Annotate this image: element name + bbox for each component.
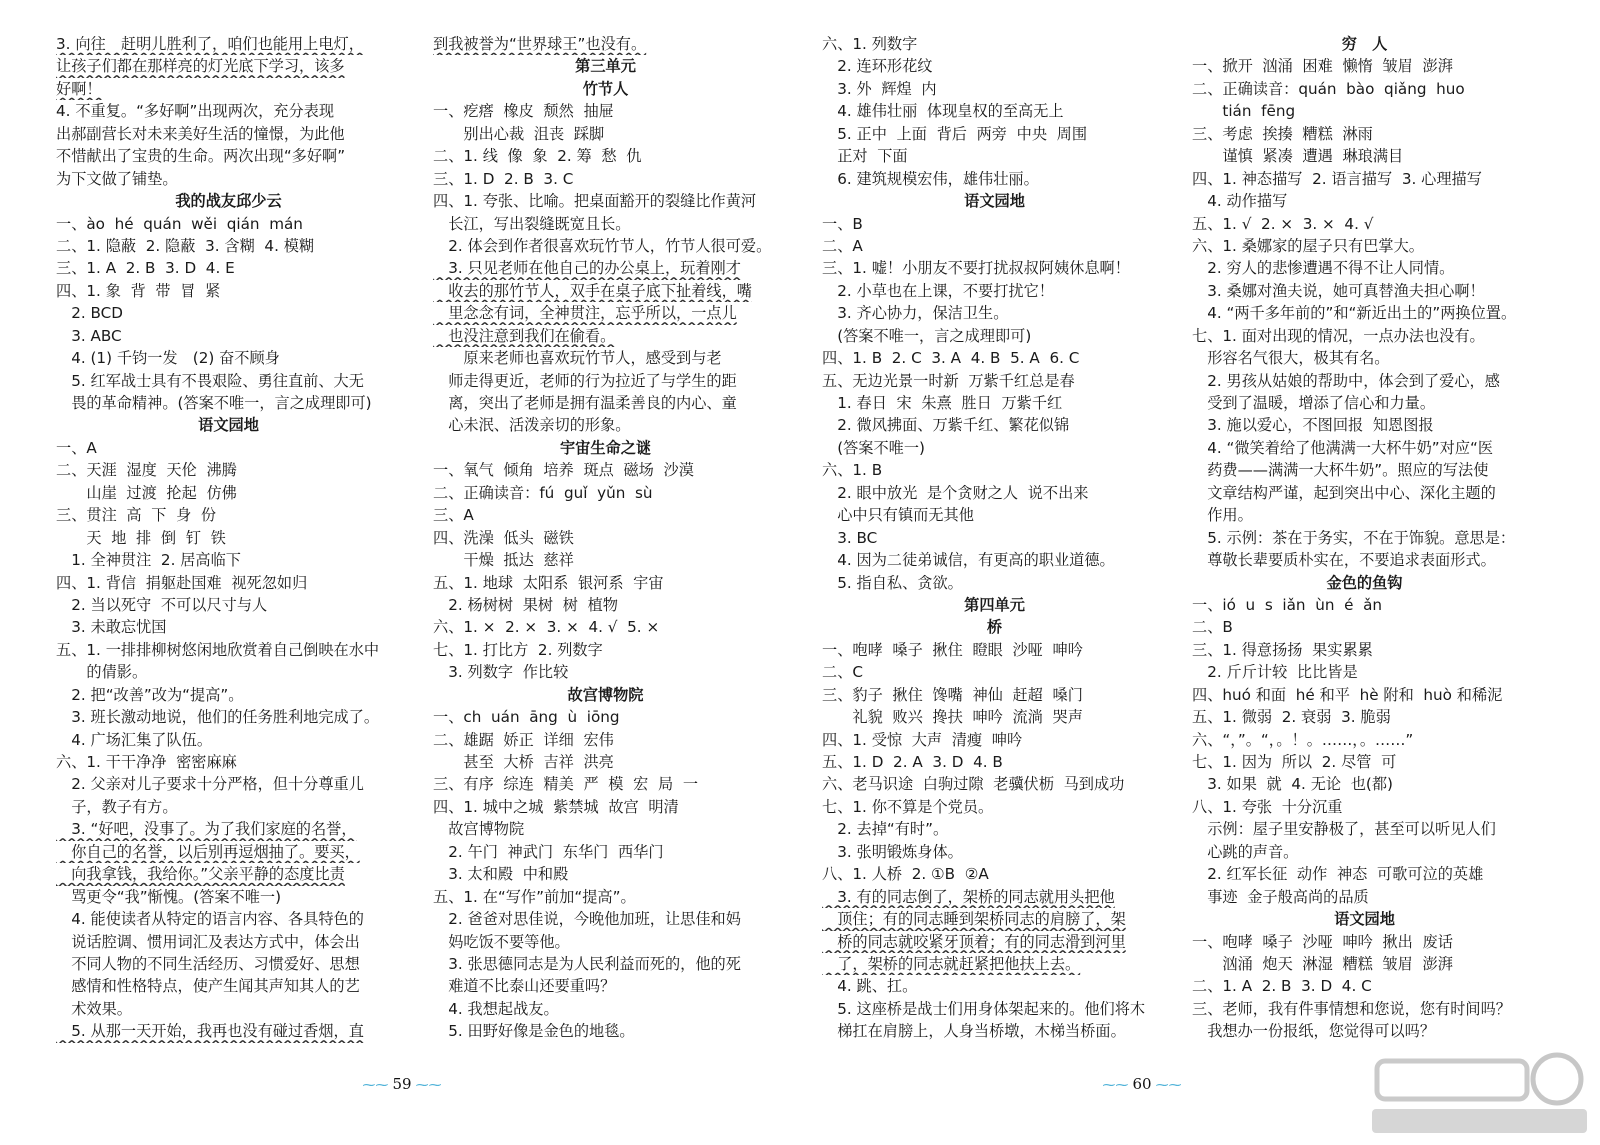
section-heading: 语文园地 xyxy=(1334,910,1395,929)
answer-line: 3. 未敢忘忧国 xyxy=(56,618,167,637)
answer-line: 四、huó 和面 hé 和平 hè 附和 huò 和稀泥 xyxy=(1192,685,1503,704)
answer-line: 5. 红军战士具有不畏艰险、勇往直前、大无 xyxy=(56,371,364,390)
answer-line: 七、1. 你不算是个党员。 xyxy=(822,797,994,816)
answer-line: 2. 微风拂面、万紫千红、繁花似锦 xyxy=(822,416,1070,435)
answer-line: 一、氧气 倾角 培养 斑点 磁场 沙漠 xyxy=(433,461,694,480)
wavy-underline-text: 5. 从那一天开始，我再也没有碰过香烟，直 xyxy=(56,1022,364,1041)
wavy-underline-text: 到我被誉为“世界球王”也没有。 xyxy=(433,35,647,53)
answer-column-2 xyxy=(433,33,778,1043)
wavy-underline-text: 也没注意到我们在偷看。 xyxy=(433,326,616,345)
answer-line: 四、1. 受惊 大声 清瘦 呻吟 xyxy=(822,730,1023,749)
answer-line: 3. 班长激动地说，他们的任务胜利地完成了。 xyxy=(56,708,380,727)
answer-line: 2. BCD xyxy=(56,304,123,323)
answer-line: 4. “微笑着给了他满满一大杯牛奶”对应“医 xyxy=(1192,438,1494,457)
answer-line xyxy=(433,257,778,279)
answer-line: 二、雄踞 娇正 详细 宏伟 xyxy=(433,730,614,749)
answer-line: 离，突出了老师是拥有温柔善良的内心、童 xyxy=(433,394,737,412)
answer-line: 六、“，”。“，。！。……，。……” xyxy=(1192,730,1414,749)
answer-line: 难道不比泰山还要重吗？ xyxy=(433,977,616,996)
answer-line: 二、天涯 湿度 天伦 沸腾 xyxy=(56,461,237,480)
answer-line xyxy=(56,1020,401,1042)
section-heading: 穷 人 xyxy=(1341,35,1388,53)
answer-line: 谨慎 紧凑 遭遇 琳琅满目 xyxy=(1192,147,1404,166)
answer-line: 心中只有镇而无其他 xyxy=(822,506,974,525)
wavy-underline-text: 让孩子们都在那样亮的灯光底下学习，该多 xyxy=(56,57,345,76)
answer-line: 子，教子有方。 xyxy=(56,797,178,816)
answer-line xyxy=(56,863,401,885)
answer-column-4 xyxy=(1192,33,1537,1043)
page-number-left xyxy=(342,1075,462,1093)
answer-line: 正对 下面 xyxy=(822,147,908,166)
section-heading: 语文园地 xyxy=(198,416,259,435)
answer-line: 六、1. B xyxy=(822,461,883,480)
answer-line: (答案不唯一，言之成理即可) xyxy=(822,326,1032,345)
answer-line: 骂更令“我”惭愧。(答案不唯一) xyxy=(56,887,282,906)
section-heading: 第三单元 xyxy=(575,57,636,76)
wave-ornament-icon: ⁓⁓ xyxy=(411,1078,442,1093)
answer-line: 礼貌 败兴 搀扶 呻吟 流淌 哭声 xyxy=(822,708,1083,727)
answer-line: 3. 桑娜对渔夫说，她可真替渔夫担心啊！ xyxy=(1192,281,1485,300)
answer-line: 梯扛在肩膀上，人身当桥墩，木梯当桥面。 xyxy=(822,1022,1126,1041)
answer-line: 文章结构严谨，起到突出中心、深化主题的 xyxy=(1192,483,1496,502)
answer-line: 七、1. 打比方 2. 列数字 xyxy=(433,640,603,659)
answer-line: 4. 跳、扛。 xyxy=(822,977,918,996)
answer-line: 三、1. 嘘！小朋友不要打扰叔叔阿姨休息啊！ xyxy=(822,259,1130,278)
answer-line: 2. 去掉“有时”。 xyxy=(822,820,949,839)
answer-line xyxy=(56,841,401,863)
answer-line xyxy=(56,55,401,77)
answer-line: 四、1. 神态描写 2. 语言描写 3. 心理描写 xyxy=(1192,169,1482,188)
answer-line: 天 地 排 倒 钉 铁 xyxy=(56,528,226,547)
answer-line: 作用。 xyxy=(1192,506,1253,525)
answer-line: 2. 斤斤计较 比比皆是 xyxy=(1192,663,1358,682)
section-heading: 我的战友邱少云 xyxy=(175,192,282,211)
answer-line: 一、ch uán āng ù iōng xyxy=(433,708,620,727)
answer-line: 2. 小草也在上课，不要打扰它！ xyxy=(822,281,1054,300)
answer-line: 5. 指自私、贪欲。 xyxy=(822,573,963,592)
answer-line: 干燥 抵达 慈祥 xyxy=(433,551,574,570)
answer-line: 二、A xyxy=(822,236,863,255)
answer-column-1 xyxy=(56,33,401,1043)
answer-line: 一、咆哮 嗓子 沙哑 呻吟 揪出 废话 xyxy=(1192,932,1453,951)
answer-line: 药费——满满一大杯牛奶”。照应的写法使 xyxy=(1192,461,1489,480)
answer-line: 三、有序 综连 精美 严 模 宏 局 一 xyxy=(433,775,699,794)
answer-line: 长江，写出裂缝既宽且长。 xyxy=(433,214,631,233)
answer-line: 形容名气很大，极其有名。 xyxy=(1192,349,1390,368)
answer-line: 2. 把“改善”改为“提高”。 xyxy=(56,685,244,704)
answer-line: 三、老师，我有件事情想和您说，您有时间吗？ xyxy=(1192,999,1511,1018)
answer-line: 四、1. 背信 捐躯赴国难 视死忽如归 xyxy=(56,573,308,592)
wavy-underline-text: 顶住；有的同志睡到架桥同志的肩膀了，架 xyxy=(822,910,1126,929)
answer-line: 七、1. 面对出现的情况，一点办法也没有。 xyxy=(1192,326,1485,345)
answer-line: 别出心裁 沮丧 踩脚 xyxy=(433,124,605,143)
answer-line: 5. 这座桥是战士们用身体架起来的。他们将木 xyxy=(822,999,1146,1018)
answer-line xyxy=(822,931,1167,953)
answer-line: 一、A xyxy=(56,438,97,457)
answer-line: 三、A xyxy=(433,506,474,525)
section-heading: 桥 xyxy=(986,618,1003,637)
answer-line xyxy=(822,886,1167,908)
wavy-underline-text: 你自己的名誉，以后别再逗烟抽了。要买， xyxy=(56,842,360,861)
answer-line: 的倩影。 xyxy=(56,663,148,682)
answer-line: 一、ió u s iǎn ùn é ǎn xyxy=(1192,595,1383,614)
answer-line: 我想办一份报纸，您觉得可以吗？ xyxy=(1192,1022,1435,1041)
answer-line: 三、1. 得意扬扬 果实累累 xyxy=(1192,640,1373,659)
answer-line: 八、1. 夸张 十分沉重 xyxy=(1192,797,1343,816)
answer-line: 3. 张思德同志是为人民利益而死的，他的死 xyxy=(433,954,741,973)
answer-line: 感情和性格特点，使产生闻其声知其人的艺 xyxy=(56,977,360,996)
section-heading: 竹节人 xyxy=(582,79,629,98)
answer-line: 为下文做了铺垫。 xyxy=(56,169,178,188)
page-number-text: 60 xyxy=(1132,1075,1152,1093)
answer-line: 四、1. B 2. C 3. A 4. B 5. A 6. C xyxy=(822,349,1080,368)
section-heading: 宇宙生命之谜 xyxy=(559,438,652,457)
wave-ornament-icon: ⁓⁓ xyxy=(1102,1078,1133,1093)
wavy-underline-text: 3. 只见老师在他自己的办公桌上，玩着刚才 xyxy=(433,259,741,278)
answer-line xyxy=(433,33,778,55)
answer-line: 六、1. 列数字 xyxy=(822,35,918,53)
answer-line: tián fēng xyxy=(1192,102,1296,121)
answer-line: 3. 施以爱心，不图回报 知恩图报 xyxy=(1192,416,1434,435)
answer-line xyxy=(56,33,401,55)
answer-line: 不同人物的不同生活经历、习惯爱好、思想 xyxy=(56,954,360,973)
answer-line: 2. 连环形花纹 xyxy=(822,57,933,76)
answer-line: 3. 外 辉煌 内 xyxy=(822,79,937,98)
answer-line: 二、正确读音：quán bào qiǎng huo xyxy=(1192,79,1465,98)
answer-line: 二、1. 线 像 象 2. 筹 愁 仇 xyxy=(433,147,642,166)
answer-line: 二、正确读音：fú guǐ yǔn sù xyxy=(433,483,653,502)
answer-line: 六、1. 干干净净 密密麻麻 xyxy=(56,753,237,771)
answer-line: 2. 午门 神武门 东华门 西华门 xyxy=(433,842,664,861)
answer-line xyxy=(56,818,401,840)
wave-ornament-icon: ⁓⁓ xyxy=(362,1078,393,1093)
answer-line: 3. BC xyxy=(822,528,878,547)
wavy-underline-text: 3. 有的同志倒了，架桥的同志就用头把他 xyxy=(822,887,1115,906)
answer-line: 2. 眼中放光 是个贪财之人 说不出来 xyxy=(822,483,1089,502)
answer-line: 一、B xyxy=(822,214,863,233)
answer-line: 汹涌 炮天 淋湿 糟糕 皱眉 澎湃 xyxy=(1192,954,1453,973)
answer-line: 五、1. √ 2. × 3. × 4. √ xyxy=(1192,214,1374,233)
answer-line: 四、1. 夸张、比喻。把桌面豁开的裂缝比作黄河 xyxy=(433,192,757,211)
answer-line: 二、1. A 2. B 3. D 4. C xyxy=(1192,977,1372,996)
answer-line: 四、1. 象 背 带 冒 紧 xyxy=(56,281,221,300)
answer-line: 三、1. A 2. B 3. D 4. E xyxy=(56,259,235,278)
answer-line: 1. 全神贯注 2. 居高临下 xyxy=(56,551,241,570)
answer-line: 5. 正中 上面 背后 两旁 中央 周围 xyxy=(822,124,1088,143)
answer-line: 2. 父亲对儿子要求十分严格，但十分尊重儿 xyxy=(56,775,364,794)
answer-line: 四、1. 城中之城 紫禁城 故宫 明清 xyxy=(433,797,679,816)
answer-line: 不惜献出了宝贵的生命。两次出现“多好啊” xyxy=(56,147,346,166)
answer-line: 二、1. 隐蔽 2. 隐蔽 3. 含糊 4. 模糊 xyxy=(56,236,315,255)
answer-line: 三、1. D 2. B 3. C xyxy=(433,169,574,188)
answer-line: 一、ào hé quán wěi qián mán xyxy=(56,214,303,233)
answer-line: 4. 雄伟壮丽 体现皇权的至高无上 xyxy=(822,102,1064,121)
answer-line: 二、B xyxy=(1192,618,1233,637)
answer-line: 4. 因为二徒弟诚信，有更高的职业道德。 xyxy=(822,551,1115,570)
answer-line: 尊敬长辈要质朴实在，不要追求表面形式。 xyxy=(1192,551,1496,570)
answer-line: 5. 田野好像是金色的地毯。 xyxy=(433,1022,635,1041)
answer-line: 山崖 过渡 抡起 仿佛 xyxy=(56,483,237,502)
answer-line: 1. 春日 宋 朱熹 胜日 万紫千红 xyxy=(822,394,1063,412)
answer-line: 六、1. × 2. × 3. × 4. √ 5. × xyxy=(433,618,660,637)
answer-line: 四、洗澡 低头 磁铁 xyxy=(433,528,574,547)
answer-line: 五、1. 一排排柳树悠闲地欣赏着自己倒映在水中 xyxy=(56,640,380,659)
answer-line: 甚至 大桥 吉祥 洪亮 xyxy=(433,753,614,771)
answer-line: 八、1. 人桥 2. ①B ②A xyxy=(822,865,989,884)
answer-line xyxy=(433,280,778,302)
answer-line: 畏的革命精神。(答案不唯一，言之成理即可) xyxy=(56,394,372,412)
answer-line xyxy=(822,908,1167,930)
answer-line: 五、无边光景一时新 万紫千红总是春 xyxy=(822,371,1075,390)
section-heading: 第四单元 xyxy=(964,595,1025,614)
answer-line xyxy=(56,78,401,100)
answer-line: 事迹 金子般高尚的品质 xyxy=(1192,887,1369,906)
wavy-underline-text: 桥的同志就咬紧牙顶着；有的同志滑到河里 xyxy=(822,932,1126,951)
wavy-underline-text: 向我拿钱，我给你。”父亲平静的态度比责 xyxy=(56,865,345,884)
answer-line: 受到了温暖，增添了信心和力量。 xyxy=(1192,394,1435,412)
answer-line: 心跳的声音。 xyxy=(1192,842,1299,861)
answer-line: (答案不唯一) xyxy=(822,438,925,457)
answer-line: 4. “两千多年前的”和“新近出土的”两换位置。 xyxy=(1192,304,1517,323)
answer-line: 4. 我想起战友。 xyxy=(433,999,559,1018)
answer-line: 师走得更近，老师的行为拉近了与学生的距 xyxy=(433,371,737,390)
answer-line: 6. 建筑规模宏伟，雄伟壮丽。 xyxy=(822,169,1039,188)
answer-line: 说话腔调、惯用词汇及表达方式中，体会出 xyxy=(56,932,360,951)
answer-line: 七、1. 因为 所以 2. 尽管 可 xyxy=(1192,753,1397,771)
answer-line: 3. 张明锻炼身体。 xyxy=(822,842,963,861)
answer-line: 五、1. D 2. A 3. D 4. B xyxy=(822,753,1003,771)
answer-line: 4. (1) 千钧一发 (2) 奋不顾身 xyxy=(56,349,280,368)
answer-line: 五、1. 在“写作”前加“提高”。 xyxy=(433,887,636,906)
answer-line: 3. ABC xyxy=(56,326,122,345)
answer-line: 2. 爸爸对思佳说，今晚他加班，让思佳和妈 xyxy=(433,910,741,929)
answer-line: 3. 如果 就 4. 无论 也(都) xyxy=(1192,775,1393,794)
wave-ornament-icon: ⁓⁓ xyxy=(1151,1078,1182,1093)
answer-line: 一、掀开 汹涌 困难 懒惰 皱眉 澎湃 xyxy=(1192,57,1453,76)
answer-line: 原来老师也喜欢玩竹节人，感受到与老 xyxy=(433,349,722,368)
page-number-right xyxy=(1082,1075,1202,1093)
answer-line: 2. 当以死守 不可以尺寸与人 xyxy=(56,595,268,614)
answer-line: 一、咆哮 嗓子 揪住 瞪眼 沙哑 呻吟 xyxy=(822,640,1083,659)
answer-line: 三、豹子 揪住 馋嘴 神仙 赶超 嗓门 xyxy=(822,685,1083,704)
answer-line: 4. 广场汇集了队伍。 xyxy=(56,730,213,749)
answer-line: 3. 太和殿 中和殿 xyxy=(433,865,569,884)
answer-line: 故宫博物院 xyxy=(433,820,525,839)
wavy-underline-text: 里念念有词，全神贯注，忘乎所以，一点儿 xyxy=(433,304,737,323)
answer-line: 3. 齐心协力，保洁卫生。 xyxy=(822,304,1009,323)
answer-line: 出郝副营长对未来美好生活的憧憬，为此他 xyxy=(56,124,345,143)
answer-line: 一、疙瘩 橡皮 颓然 抽屉 xyxy=(433,102,614,121)
page-number-text: 59 xyxy=(392,1075,412,1093)
answer-line: 五、1. 微弱 2. 衰弱 3. 脆弱 xyxy=(1192,708,1391,727)
answer-line: 六、老马识途 白驹过隙 老骥伏枥 马到成功 xyxy=(822,775,1125,794)
answer-line: 六、1. 桑娜家的屋子只有巴掌大。 xyxy=(1192,236,1424,255)
answer-column-3 xyxy=(822,33,1167,1043)
answer-line: 2. 杨树树 果树 树 植物 xyxy=(433,595,618,614)
wavy-underline-text: 3. “好吧，没事了。为了我们家庭的名誉， xyxy=(56,820,357,839)
answer-line: 4. 动作描写 xyxy=(1192,192,1288,211)
section-heading: 语文园地 xyxy=(964,192,1025,211)
answer-line: 三、贯注 高 下 身 份 xyxy=(56,506,217,525)
answer-line: 妈吃饭不要等他。 xyxy=(433,932,570,951)
answer-line: 4. 能使读者从特定的语言内容、各具特色的 xyxy=(56,910,364,929)
answer-line: 2. 体会到作者很喜欢玩竹节人，竹节人很可爱。 xyxy=(433,236,772,255)
section-heading: 故宫博物院 xyxy=(567,685,644,704)
answer-line: 2. 穷人的悲惨遭遇不得不让人同情。 xyxy=(1192,259,1455,278)
answer-line: 心未泯、活泼亲切的形象。 xyxy=(433,416,631,435)
answer-line xyxy=(433,302,778,324)
watermark-logo-icon xyxy=(1362,1049,1592,1139)
answer-line: 五、1. 地球 太阳系 银河系 宇宙 xyxy=(433,573,664,592)
answer-line: 2. 红军长征 动作 神态 可歌可泣的英雄 xyxy=(1192,865,1484,884)
wavy-underline-text: 收去的那竹节人，双手在桌子底下扯着线，嘴 xyxy=(433,281,752,300)
section-heading: 金色的鱼钩 xyxy=(1326,573,1403,592)
answer-line: 3. 列数字 作比较 xyxy=(433,663,569,682)
answer-line: 术效果。 xyxy=(56,999,132,1018)
right-page xyxy=(800,0,1600,1145)
answer-line: 2. 男孩从姑娘的帮助中，体会到了爱心，感 xyxy=(1192,371,1500,390)
answer-line: 4. 不重复。“多好啊”出现两次，充分表现 xyxy=(56,102,335,121)
wavy-underline-text: 3. 向往 赶明儿胜利了，咱们也能用上电灯， xyxy=(56,35,364,53)
answer-line: 示例：屋子里安静极了，甚至可以听见人们 xyxy=(1192,820,1496,839)
wavy-underline-text: 了，架桥的同志就赶紧把他扶上去。 xyxy=(822,954,1081,973)
answer-line: 三、考虑 挨揍 糟糕 淋雨 xyxy=(1192,124,1373,143)
answer-line xyxy=(822,953,1167,975)
answer-line xyxy=(433,325,778,347)
wavy-underline-text: 好啊！ xyxy=(56,79,102,98)
answer-line: 5. 示例：茶在于务实，不在于饰貌。意思是： xyxy=(1192,528,1516,547)
answer-line: 二、C xyxy=(822,663,863,682)
